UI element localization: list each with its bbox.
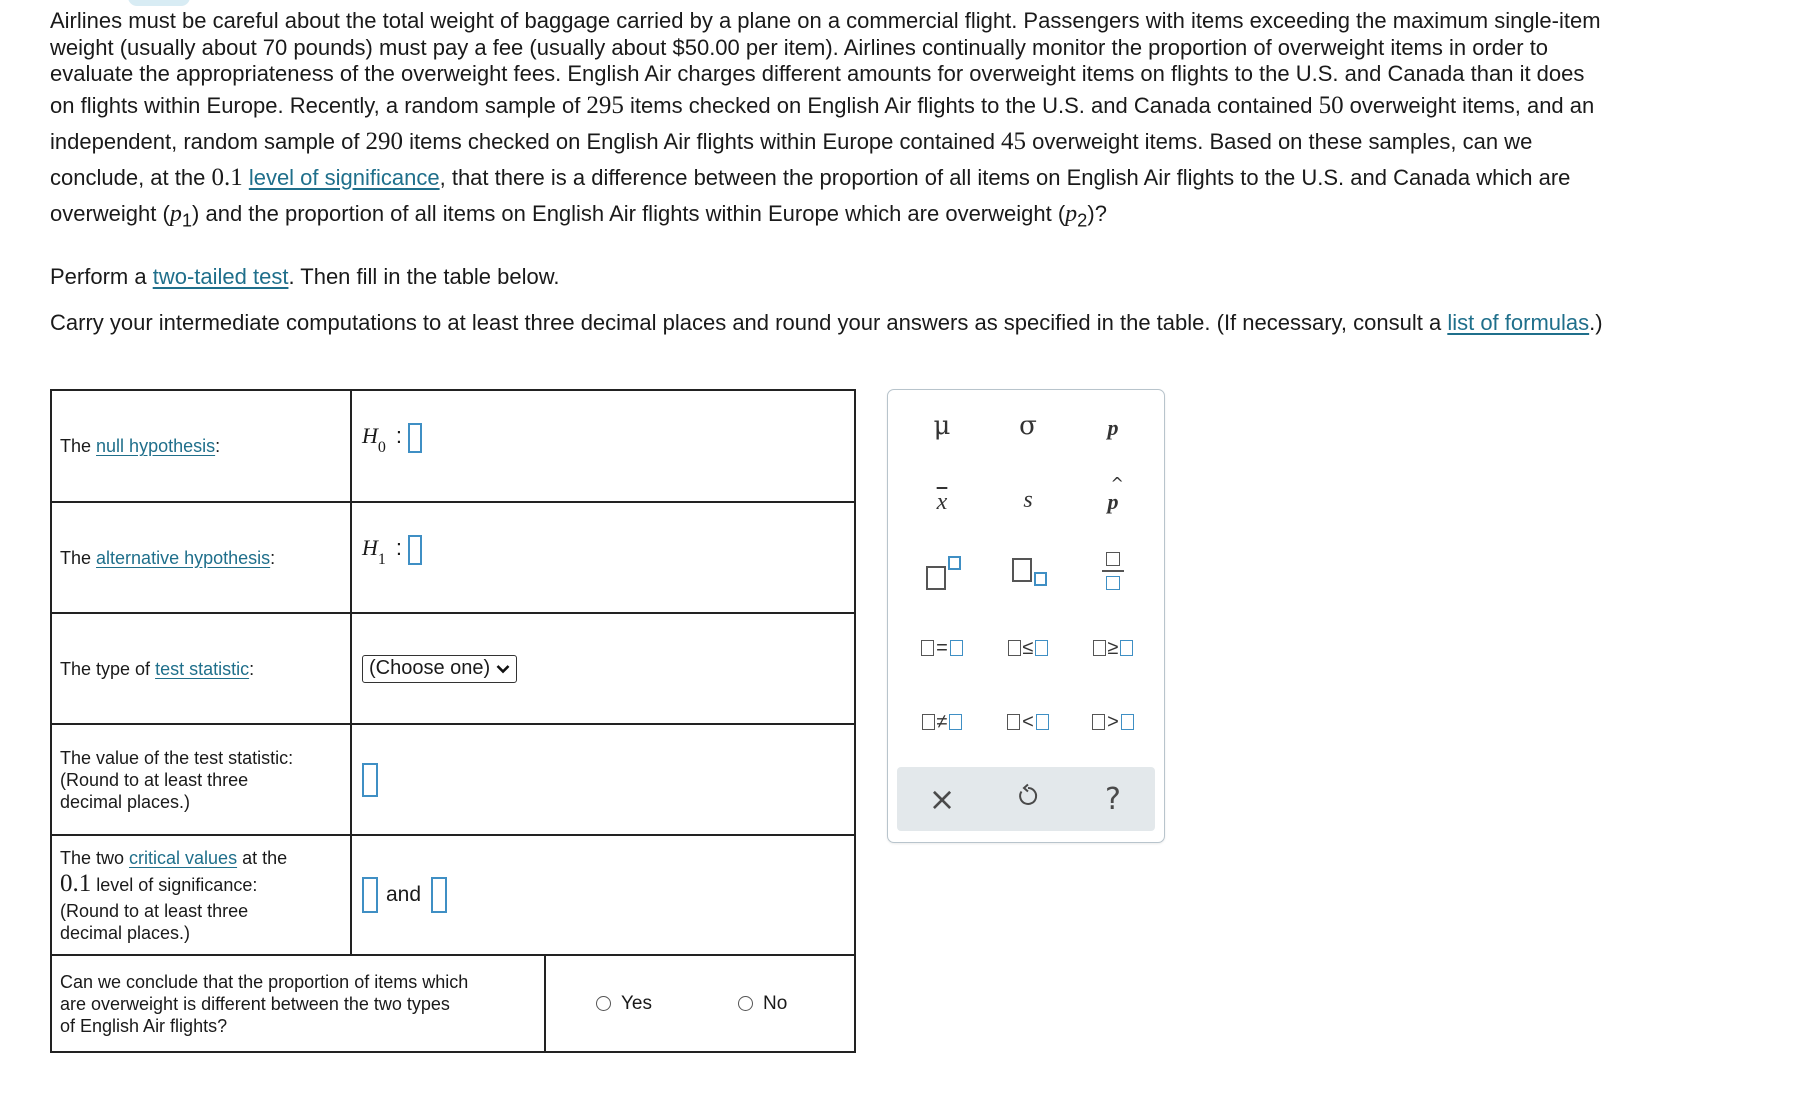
carry-after: .) (1589, 310, 1603, 335)
superscript-button[interactable] (912, 550, 972, 594)
problem-line-7c: )? (1087, 200, 1107, 226)
h0-colon: : (395, 423, 403, 448)
not-equal-button[interactable] (912, 700, 972, 744)
superscript-exp-box (948, 556, 961, 570)
fraction-button[interactable] (1083, 550, 1143, 594)
null-hypothesis-value (352, 391, 854, 501)
hat-accent: ^ (1110, 474, 1124, 493)
p1-subscript: 1 (181, 208, 193, 230)
problem-line-6b: , that there is a difference between the proportion of all items on English Air flights to the U.S. and Canada which are (439, 164, 1571, 190)
lt-symbol: < (1022, 710, 1034, 733)
test-statistic-type-row (52, 614, 854, 725)
help-icon: ? (1105, 781, 1121, 817)
sample-size-2: 290 (365, 127, 404, 155)
h0-symbol (362, 423, 386, 457)
h1-subscript: 1 (377, 551, 386, 569)
problem-line-2: weight (usually about 70 pounds) must pay a fee (usually about $50.00 per item). Airlines continually monitor the proportion of overweight items in order to (50, 34, 1549, 60)
ne-left-box (922, 714, 935, 730)
conclude-line-3: of English Air flights? (60, 1015, 228, 1036)
gt-right-box (1121, 714, 1134, 730)
critical-values-link[interactable]: critical values (129, 847, 238, 868)
p-hat-button[interactable] (1083, 474, 1143, 524)
no-radio[interactable] (738, 996, 753, 1011)
problem-line-7a: overweight ( (50, 200, 170, 226)
value-line-1: The value of the test statistic: (60, 747, 294, 768)
subscript-sub-box (1034, 572, 1047, 586)
greater-equal-button[interactable] (1083, 626, 1143, 670)
greater-than-icon (1092, 711, 1134, 734)
p2-subscript: 2 (1077, 208, 1088, 230)
less-equal-icon (1008, 637, 1049, 660)
test-statistic-value-row (52, 725, 854, 836)
type-suffix: : (249, 658, 255, 679)
test-statistic-value-label (52, 725, 352, 834)
p1-symbol: p (169, 200, 182, 227)
null-hypothesis-link[interactable]: null hypothesis (96, 436, 216, 456)
p-hat-symbol (1107, 474, 1124, 516)
type-prefix: The type of (60, 658, 156, 679)
problem-line-3: evaluate the appropriateness of the overweight fees. English Air charges different amounts for overweight items on flights to the U.S. and Canada than it does (50, 61, 1585, 86)
equals-icon (921, 637, 963, 660)
top-tab[interactable] (128, 0, 190, 6)
palette-toolbar (897, 767, 1155, 831)
ge-symbol: ≥ (1107, 636, 1119, 659)
test-statistic-link[interactable]: test statistic (155, 658, 250, 679)
critical-alpha: 0.1 (60, 869, 92, 897)
level-of-significance-link[interactable]: level of significance (248, 164, 440, 190)
test-statistic-value-cell (352, 725, 854, 834)
null-hypothesis-row (52, 391, 854, 503)
x-bar-symbol: $\overline{x}$ (936, 488, 948, 515)
problem-line-5b: items checked on English Air flights within Europe contained (403, 128, 1002, 154)
greater-than-button[interactable] (1083, 700, 1143, 744)
null-hypothesis-input[interactable] (408, 423, 422, 453)
superscript-icon (922, 554, 962, 590)
undo-button[interactable] (998, 775, 1058, 823)
fraction-num-box (1106, 552, 1120, 566)
no-label: No (763, 992, 788, 1014)
critical-line-3: (Round to at least three (60, 900, 249, 921)
perform-instruction (50, 264, 560, 290)
critical-value-1-input[interactable] (362, 877, 378, 913)
test-statistic-type-label (52, 614, 352, 723)
perform-after: . Then fill in the table below. (288, 264, 560, 289)
critical-values-label (52, 836, 352, 954)
critical-prefix: The two (60, 847, 130, 868)
answer-table (50, 389, 856, 1053)
alternative-hypothesis-label (52, 503, 352, 612)
yes-label: Yes (621, 992, 652, 1014)
h0-subscript: 0 (377, 439, 386, 457)
chevron-down-icon (496, 661, 510, 677)
conclusion-label (52, 956, 546, 1051)
and-text: and (386, 883, 422, 906)
sigma-button[interactable]: σ (1019, 411, 1037, 441)
problem-line-4b: items checked on English Air flights to the U.S. and Canada contained (623, 92, 1319, 118)
clear-button[interactable] (912, 775, 972, 823)
conclude-line-1: Can we conclude that the proportion of items which (60, 971, 469, 992)
superscript-base-box (926, 566, 946, 590)
null-hypothesis-label (52, 391, 352, 501)
problem-line-4a: on flights within Europe. Recently, a random sample of (50, 92, 587, 118)
le-right-box (1035, 640, 1048, 656)
less-than-icon (1007, 711, 1049, 734)
h0-letter: H (362, 423, 378, 448)
critical-values-row (52, 836, 854, 956)
yes-radio[interactable] (596, 996, 611, 1011)
yes-radio-option[interactable] (596, 956, 652, 1051)
carry-before: Carry your intermediate computations to at least three decimal places and round your answers as specified in the table. (If necessary, consult a (50, 310, 1448, 335)
test-statistic-type-select[interactable] (362, 655, 517, 683)
less-equal-button[interactable] (998, 626, 1058, 670)
conclusion-row (52, 956, 854, 1051)
le-symbol: ≤ (1022, 636, 1034, 659)
fraction-bar (1102, 570, 1124, 572)
list-of-formulas-link[interactable]: list of formulas (1447, 310, 1590, 335)
p-hat-letter: p (1107, 489, 1119, 514)
eq-right-box (950, 640, 963, 656)
subscript-icon (1008, 554, 1048, 590)
subscript-base-box (1012, 558, 1032, 582)
not-equal-icon (922, 711, 963, 734)
ne-right-box (949, 714, 962, 730)
fraction-icon (1101, 552, 1125, 592)
symbol-palette (887, 389, 1165, 843)
overweight-count-2: 45 (1001, 127, 1027, 155)
close-icon: × (928, 780, 956, 818)
subscript-button[interactable] (998, 550, 1058, 594)
equals-button[interactable] (912, 626, 972, 670)
perform-before: Perform a (50, 264, 153, 289)
alternative-hypothesis-input[interactable] (408, 535, 422, 565)
significance-level: 0.1 (211, 163, 243, 191)
value-line-3: decimal places.) (60, 791, 191, 812)
conclude-line-2: are overweight is different between the two types (60, 993, 450, 1014)
value-line-2: (Round to at least three (60, 769, 249, 790)
critical-line-4: decimal places.) (60, 922, 191, 943)
ge-right-box (1120, 640, 1133, 656)
alt-suffix: : (270, 547, 276, 568)
problem-line-5a: independent, random sample of (50, 128, 366, 154)
greater-equal-icon (1093, 637, 1134, 660)
no-radio-option[interactable] (738, 956, 787, 1051)
h1-symbol (362, 535, 386, 569)
overweight-count-1: 50 (1318, 91, 1344, 119)
h1-letter: H (362, 535, 378, 560)
problem-line-4c: overweight items, and an (1343, 92, 1595, 118)
alternative-hypothesis-value (352, 503, 854, 612)
ne-symbol: ≠ (936, 710, 948, 733)
lt-right-box (1036, 714, 1049, 730)
fraction-den-box (1106, 576, 1120, 590)
p2-symbol: p (1065, 200, 1078, 227)
problem-line-5c: overweight items. Based on these samples, can we (1026, 128, 1533, 154)
select-value: (Choose one) (369, 657, 491, 679)
lt-left-box (1007, 714, 1020, 730)
undo-icon (1015, 783, 1041, 816)
alt-prefix: The (60, 547, 97, 568)
problem-line-6a: conclude, at the (50, 164, 212, 190)
gt-left-box (1092, 714, 1105, 730)
test-statistic-input[interactable] (362, 763, 378, 797)
le-left-box (1008, 640, 1021, 656)
s-button[interactable]: s (1023, 486, 1033, 513)
help-button[interactable] (1083, 775, 1143, 823)
h1-colon: : (395, 535, 403, 560)
test-statistic-type-value (352, 614, 854, 723)
alternative-hypothesis-link[interactable]: alternative hypothesis (96, 547, 271, 568)
problem-line-1: Airlines must be careful about the total weight of baggage carried by a plane on a commercial flight. Passengers with items exceeding the maximum single-item (50, 8, 1601, 33)
gt-symbol: > (1107, 710, 1119, 733)
ge-left-box (1093, 640, 1106, 656)
mu-button[interactable]: μ (933, 411, 951, 441)
critical-values-cell (352, 836, 854, 954)
eq-left-box (921, 640, 934, 656)
sample-size-1: 295 (586, 91, 624, 119)
p-button[interactable]: p (1107, 415, 1119, 440)
eq-symbol: = (936, 636, 948, 659)
carry-instruction (50, 310, 1603, 336)
x-bar-button[interactable] (912, 480, 972, 524)
two-tailed-test-link[interactable]: two-tailed test (152, 264, 289, 289)
critical-level: level of significance: (91, 874, 258, 895)
null-suffix: : (215, 436, 221, 456)
problem-line-7b: ) and the proportion of all items on English Air flights within Europe which are overweight ( (192, 200, 1066, 226)
problem-statement (50, 8, 1780, 238)
null-prefix: The (60, 436, 97, 456)
critical-suffix: at the (237, 847, 288, 868)
critical-value-2-input[interactable] (431, 877, 447, 913)
alternative-hypothesis-row (52, 503, 854, 614)
less-than-button[interactable] (998, 700, 1058, 744)
